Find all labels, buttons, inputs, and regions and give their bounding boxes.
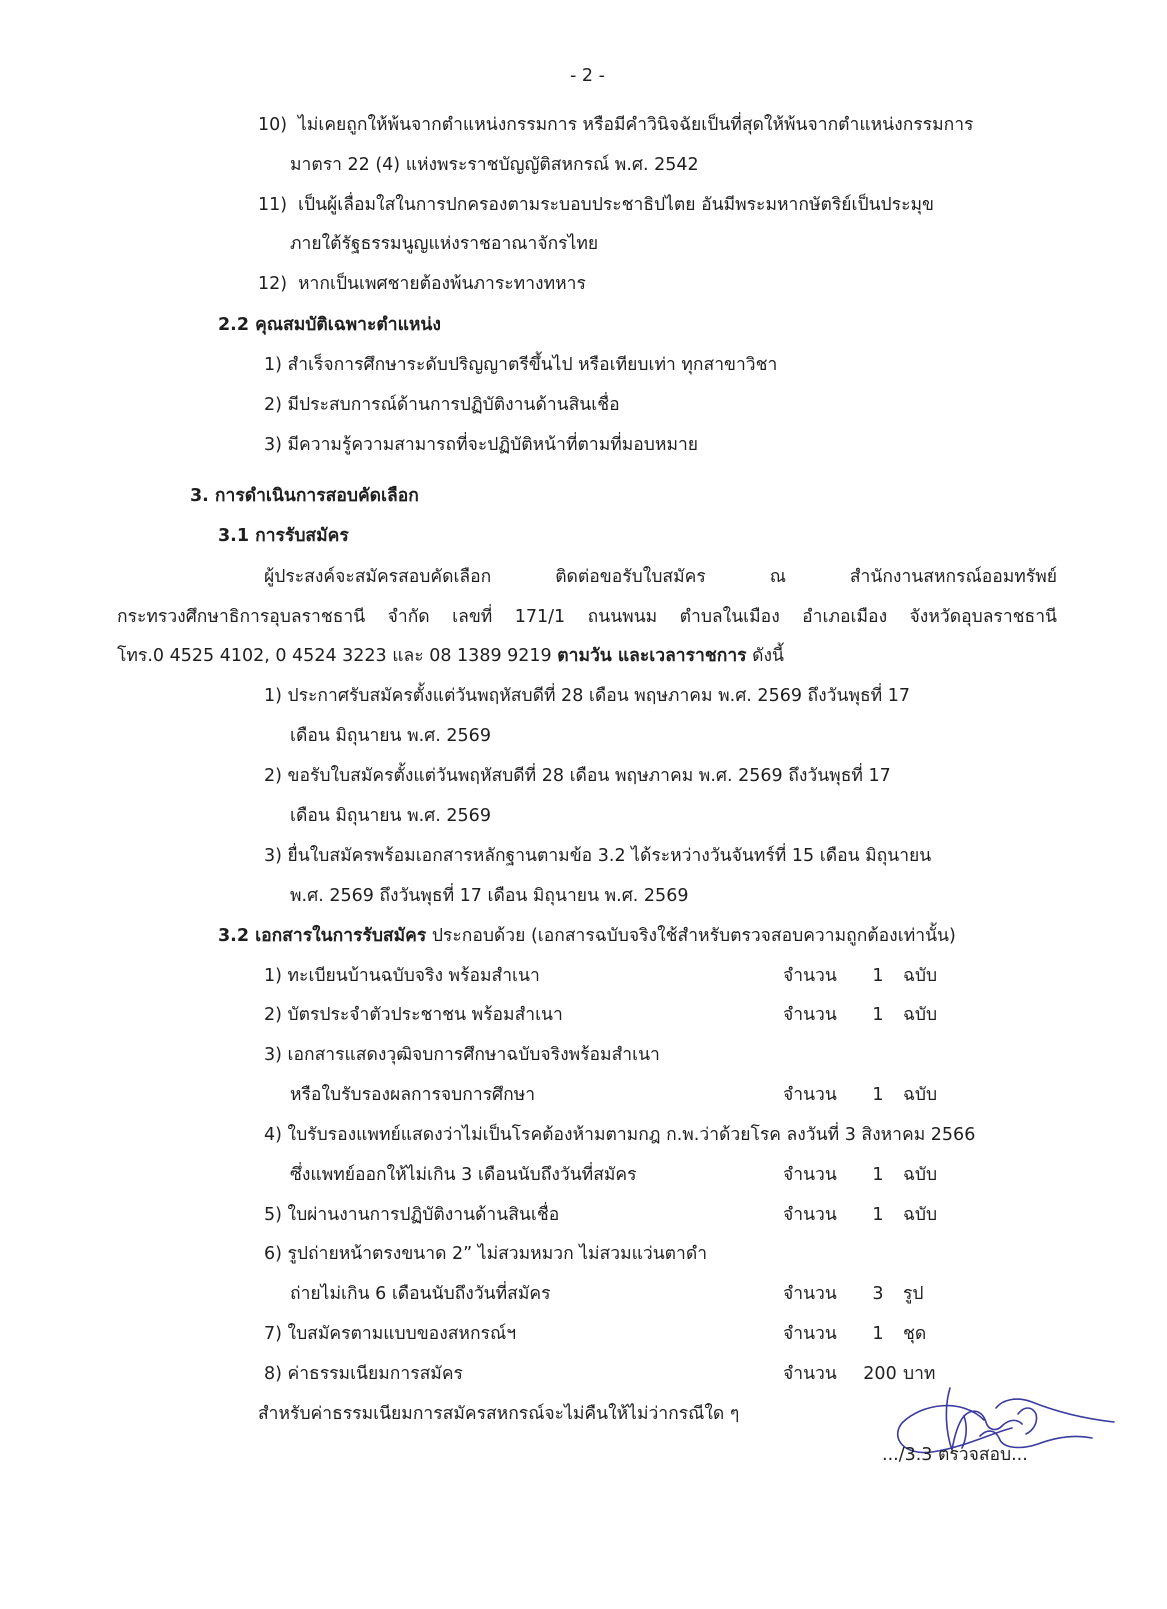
document-item-5: 5) ใบผ่านงานการปฏิบัติงานด้านสินเชื่อ (264, 1205, 560, 1225)
section-2-2-item-3: 3) มีความรู้ความสามารถที่จะปฏิบัติหน้าที่ตามที่มอบหมาย (264, 435, 699, 455)
section-3-2-description: ประกอบด้วย (เอกสารฉบับจริงใช้สำหรับตรวจสอบความถูกต้องเท่านั้น) (426, 926, 956, 946)
document-item-3-line-1: 3) เอกสารแสดงวุฒิจบการศึกษาฉบับจริงพร้อมสำเนา (264, 1045, 660, 1065)
document-item-7: 7) ใบสมัครตามแบบของสหกรณ์ฯ (264, 1324, 517, 1344)
item-11-number: 11) (258, 195, 288, 215)
section-3-heading: 3. การดำเนินการสอบคัดเลือก (190, 486, 419, 506)
item-11-line-2: ภายใต้รัฐธรรมนูญแห่งราชอาณาจักรไทย (290, 234, 599, 254)
document-item-4-line-1: 4) ใบรับรองแพทย์แสดงว่าไม่เป็นโรคต้องห้ามตามกฎ ก.พ.ว่าด้วยโรค ลงวันที่ 3 สิงหาคม 2566 (264, 1125, 976, 1145)
signature (892, 1378, 1122, 1488)
continuation-note: .../3.3 ตรวจสอบ... (882, 1445, 1028, 1465)
document-item-4-line-2: ซึ่งแพทย์ออกให้ไม่เกิน 3 เดือนนับถึงวันที่สมัคร (290, 1165, 637, 1185)
item-10-line-1: ไม่เคยถูกให้พ้นจากตำแหน่งกรรมการ หรือมีคำวินิจฉัยเป็นที่สุดให้พ้นจากตำแหน่งกรรมการ (298, 115, 974, 135)
phone-numbers: โทร.0 4525 4102, 0 4524 3223 และ 08 1389 9219 (117, 646, 558, 666)
section-2-2-item-2: 2) มีประสบการณ์ด้านการปฏิบัติงานด้านสินเชื่อ (264, 395, 620, 415)
section-2-2-heading: 2.2 คุณสมบัติเฉพาะตำแหน่ง (218, 315, 441, 335)
section-3-1-paragraph-line-2: กระทรวงศึกษาธิการอุบลราชธานี จำกัด เลขที่ 171/1 ถนนพนม ตำบลในเมือง อำเภอเมือง จังหวัดอุบลราชธานี (117, 607, 1057, 627)
section-3-1-paragraph-line-3 (117, 643, 784, 669)
application-step-2-line-1: 2) ขอรับใบสมัครตั้งแต่วันพฤหัสบดีที่ 28 เดือน พฤษภาคม พ.ศ. 2569 ถึงวันพุธที่ 17 (264, 766, 891, 786)
section-2-2-item-1: 1) สำเร็จการศึกษาระดับปริญญาตรีขึ้นไป หรือเทียบเท่า ทุกสาขาวิชา (264, 355, 778, 375)
section-3-1-heading: 3.1 การรับสมัคร (218, 526, 349, 546)
document-item-6-line-1: 6) รูปถ่ายหน้าตรงขนาด 2” ไม่สวมหมวก ไม่สวมแว่นตาดำ (264, 1244, 708, 1264)
section-3-2-number: 3.2 (218, 926, 256, 946)
application-step-2-line-2: เดือน มิถุนายน พ.ศ. 2569 (290, 806, 491, 826)
section-3-2-title: เอกสารในการรับสมัคร (255, 926, 427, 946)
document-item-8: 8) ค่าธรรมเนียมการสมัคร (264, 1364, 463, 1384)
document-item-2: 2) บัตรประจำตัวประชาชน พร้อมสำเนา (264, 1005, 563, 1025)
item-11-line-1: เป็นผู้เลื่อมใสในการปกครองตามระบอบประชาธิปไตย อันมีพระมหากษัตริย์เป็นประมุข (298, 195, 934, 215)
page-number: - 2 - (570, 66, 605, 86)
application-step-3-line-2: พ.ศ. 2569 ถึงวันพุธที่ 17 เดือน มิถุนายน พ.ศ. 2569 (290, 886, 689, 906)
item-10-number: 10) (258, 115, 288, 135)
item-10-line-2: มาตรา 22 (4) แห่งพระราชบัญญัติสหกรณ์ พ.ศ. 2542 (290, 155, 699, 175)
application-step-1-line-1: 1) ประกาศรับสมัครตั้งแต่วันพฤหัสบดีที่ 28 เดือน พฤษภาคม พ.ศ. 2569 ถึงวันพุธที่ 17 (264, 686, 911, 706)
document-item-6-line-2: ถ่ายไม่เกิน 6 เดือนนับถึงวันที่สมัคร (290, 1284, 551, 1304)
office-hours-emphasis: ตามวัน และเวลาราชการ (557, 646, 747, 666)
document-page: - 2 - 10) ไม่เคยถูกให้พ้นจากตำแหน่งกรรมการ หรือมีคำวินิจฉัยเป็นที่สุดให้พ้นจากตำแหน่งกรรมการ มาตรา 22 (4) แห่งพระราชบัญญัติสหกรณ์ พ.ศ. 2542 11) เป็นผู้เลื่อมใสในการปกครองตามระบอบประชาธิปไตย อันมีพระมหากษัตริย์เป็นประมุข ภายใต้รัฐธรรมนูญแห่งราชอาณาจักรไทย 12) หากเป็นเพศชายต้องพ้นภาระทางทหาร 2.2 คุณสมบัติเฉพาะตำแหน่ง 1) สำเร็จการศึกษาระดับปริญญาตรีขึ้นไป หรือเทียบเท่า ทุกสาขาวิชา 2) มีประสบการณ์ด้านการปฏิบัติงานด้านสินเชื่อ 3) มีความรู้ความสามารถที่จะปฏิบัติหน้าที่ตามที่มอบหมาย 3. การดำเนินการสอบคัดเลือก 3.1 การรับสมัคร ผู้ประสงค์จะสมัครสอบคัดเลือก ติดต่อขอรับใบสมัคร ณ สำนักงานสหกรณ์ออมทรัพย์ กระทรวงศึกษาธิการอุบลราชธานี จำกัด เลขที่ 171/1 ถนนพนม ตำบลในเมือง อำเภอเมือง จังหวัดอุบลราชธานี โทร.0 4525 4102, 0 4524 3223 และ 08 1389 9219 ตามวัน และเวลาราชการ ดังนี้ 1) ประกาศรับสมัครตั้งแต่วันพฤหัสบดีที่ 28 เดือน พฤษภาคม พ.ศ. 2569 ถึงวันพุธที่ 17 เดือน มิถุนายน พ.ศ. 2569 2) ขอรับใบสมัครตั้งแต่วันพฤหัสบดีที่ 28 เดือน พฤษภาคม พ.ศ. 2569 ถึงวันพุธที่ 17 เดือน มิถุนายน พ.ศ. 2569 3) ยื่นใบสมัครพร้อมเอกสารหลักฐานตามข้อ 3.2 ได้ระหว่างวันจันทร์ที่ 15 เดือน มิถุนายน พ.ศ. 2569 ถึงวันพุธที่ 17 เดือน มิถุนายน พ.ศ. 2569 3.2 เอกสารในการรับสมัคร ประกอบด้วย (เอกสารฉบับจริงใช้สำหรับตรวจสอบความถูกต้องเท่านั้น) 1) ทะเบียนบ้านฉบับจริง พร้อมสำเนา จำนวน 1 ฉบับ 2) บัตรประจำตัวประชาชน พร้อมสำเนา จำนวน 1 ฉบับ 3) เอกสารแสดงวุฒิจบการศึกษาฉบับจริงพร้อมสำเนา หรือใบรับรองผลการจบการศึกษา จำนวน 1 ฉบับ 4) ใบรับรองแพทย์แสดงว่าไม่เป็นโรคต้องห้ามตามกฎ ก.พ.ว่าด้วยโรค ลงวันที่ 3 สิงหาคม 2566 ซึ่งแพทย์ออกให้ไม่เกิน 3 เดือนนับถึงวันที่สมัคร จำนวน 1 ฉบับ 5) ใบผ่านงานการปฏิบัติงานด้านสินเชื่อ จำนวน 1 ฉบับ 6) รูปถ่ายหน้าตรงขนาด 2” ไม่สวมหมวก ไม่สวมแว่นตาดำ ถ่ายไม่เกิน 6 เดือนนับถึงวันที่สมัคร จำนวน 3 รูป 7) ใบสมัครตามแบบของสหกรณ์ฯ จำนวน 1 ชุด 8) ค่าธรรมเนียมการสมัคร จำนวน 200 บาท สำหรับค่าธรรมเนียมการสมัครสหกรณ์จะไม่คืนให้ไม่ว่ากรณีใด ๆ .../3.3 ตรวจสอบ... (0, 0, 1167, 1609)
document-item-1: 1) ทะเบียนบ้านฉบับจริง พร้อมสำเนา (264, 966, 540, 986)
section-3-1-paragraph-line-1: ผู้ประสงค์จะสมัครสอบคัดเลือก ติดต่อขอรับใบสมัคร ณ สำนักงานสหกรณ์ออมทรัพย์ (264, 567, 1057, 587)
item-12-line-1: หากเป็นเพศชายต้องพ้นภาระทางทหาร (298, 274, 586, 294)
document-item-3-line-2: หรือใบรับรองผลการจบการศึกษา (290, 1085, 536, 1105)
fee-note: สำหรับค่าธรรมเนียมการสมัครสหกรณ์จะไม่คืนให้ไม่ว่ากรณีใด ๆ (258, 1404, 740, 1424)
application-step-3-line-1: 3) ยื่นใบสมัครพร้อมเอกสารหลักฐานตามข้อ 3.2 ได้ระหว่างวันจันทร์ที่ 15 เดือน มิถุนายน (264, 846, 932, 866)
item-12-number: 12) (258, 274, 288, 294)
application-step-1-line-2: เดือน มิถุนายน พ.ศ. 2569 (290, 726, 491, 746)
paragraph-ending: ดังนี้ (746, 646, 784, 666)
section-3-2-heading (218, 923, 956, 949)
